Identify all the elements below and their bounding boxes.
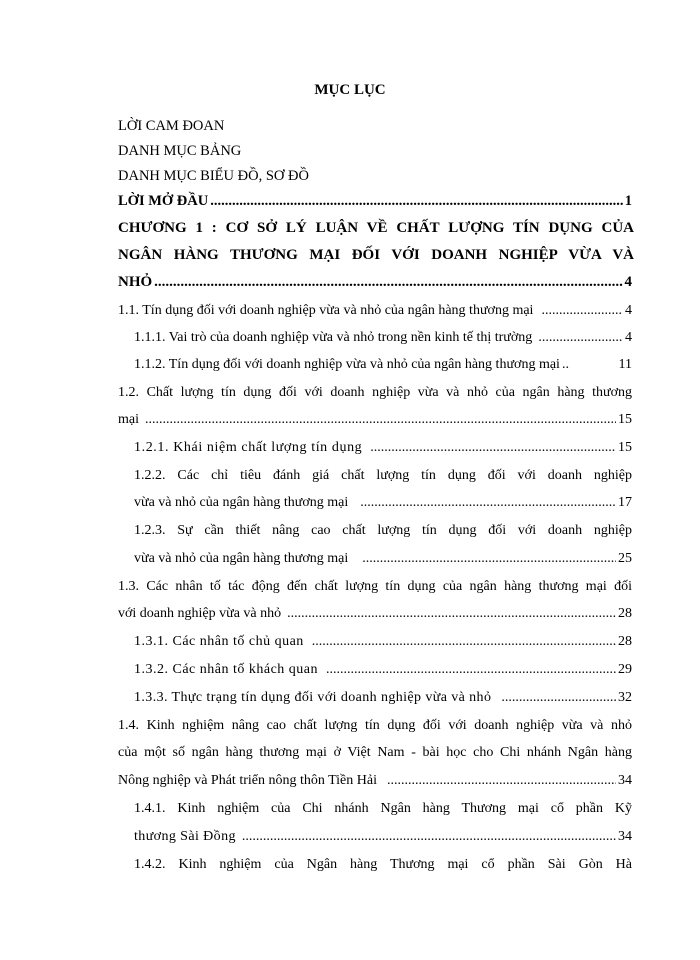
toc-entry-1-3-line2: với doanh nghiệp vừa và nhỏ ..... 28 <box>118 604 632 624</box>
page-number: 17 <box>618 495 632 510</box>
dot-leader <box>541 301 623 321</box>
page-title: MỤC LỤC <box>314 82 386 98</box>
page-number: 1 <box>624 193 632 209</box>
page-number: 4 <box>624 274 632 290</box>
page-number: 11 <box>618 357 632 372</box>
dot-leader <box>362 549 616 569</box>
dot-leader <box>312 632 616 652</box>
toc-entry-1-1-2: 1.1.2. Tín dụng đối với doanh nghiệp vừa và nhỏ của ngân hàng thương mại ..... 11 <box>134 355 632 375</box>
page-number: 32 <box>618 690 632 705</box>
toc-entry-1-2-line2: mại ..... 15 <box>118 410 632 430</box>
dot-leader <box>387 771 616 791</box>
toc-entry-1-2-1: 1.2.1. Khái niệm chất lượng tín dụng ..... 15 <box>134 438 632 458</box>
dot-leader <box>326 660 616 680</box>
dot-leader <box>287 604 616 624</box>
toc-entry-1-4-1-line2: thương Sài Đồng ..... 34 <box>134 827 632 847</box>
dot-leader <box>242 827 616 847</box>
toc-entry-1-2-3-line2: vừa và nhỏ của ngân hàng thương mại ..... 25 <box>134 549 632 569</box>
page-number: 34 <box>618 829 632 844</box>
toc-chapter-1-line3: NHỎ ..... 4 <box>118 272 632 292</box>
page-number: 15 <box>618 412 632 427</box>
toc-entry-1-1-1: 1.1.1. Vai trò của doanh nghiệp vừa và nhỏ trong nền kinh tế thị trường ..... 4 <box>134 328 632 348</box>
dot-leader <box>370 438 616 458</box>
dot-leader <box>145 410 616 430</box>
toc-entry-1-3-2: 1.3.2. Các nhân tố khách quan ..... 29 <box>134 660 632 680</box>
dot-leader <box>501 688 616 708</box>
toc-entry-1-1: 1.1. Tín dụng đối với doanh nghiệp vừa và nhỏ của ngân hàng thương mại ..... 4 <box>118 301 632 321</box>
dot-leader <box>360 493 616 513</box>
page-number: 15 <box>618 440 632 455</box>
dot-leader <box>154 272 622 292</box>
toc-entry-intro: LỜI MỞ ĐẦU ..... 1 <box>118 191 632 211</box>
toc-entry-1-2-2-line2: vừa và nhỏ của ngân hàng thương mại ..... 17 <box>134 493 632 513</box>
page-number: 34 <box>618 773 632 788</box>
dot-leader <box>210 191 623 211</box>
toc-entry-1-3-1: 1.3.1. Các nhân tố chủ quan ..... 28 <box>134 632 632 652</box>
page-number: 4 <box>625 303 632 318</box>
dot-leader-empty <box>562 355 570 375</box>
toc-entry-1-3-3: 1.3.3. Thực trạng tín dụng đối với doanh nghiệp vừa và nhỏ ..... 32 <box>134 688 632 708</box>
page-number: 29 <box>618 662 632 677</box>
page-number: 28 <box>618 606 632 621</box>
page-number: 4 <box>625 330 632 345</box>
page-number: 28 <box>618 634 632 649</box>
document-page: MỤC LỤC LỜI CAM ĐOAN DANH MỤC BẢNG DANH MỤC BIỂU ĐỒ, SƠ ĐỒ LỜI MỞ ĐẦU ..... 1 CHƯƠNG 1 : CƠ SỞ LÝ LUẬN VỀ CHẤT LƯỢNG TÍN DỤNG CỦA NGÂN HÀNG THƯƠNG MẠI ĐỐI VỚI DOANH NGHIỆP VỪA VÀ NHỎ ..... 4 1.1. Tín dụng đối với doanh nghiệp vừa và nhỏ của ngân hàng thương mại ..... 4 1.1.1. Vai trò của doanh nghiệp vừa và nhỏ trong nền kinh tế thị trường ..... 4 1.1.2. Tín dụng đối với doanh nghiệp vừa và nhỏ của ngân hàng thương mại ..... 11 1.2. Chất lượng tín dụng đối với doanh nghiệp vừa và nhỏ của ngân hàng thương mại ..... 15 1.2.1. Khái niệm chất lượng tín dụng ..... 15 1.2.2. Các chỉ tiêu đánh giá chất lượng tín dụng đối với doanh nghiệp vừa và nhỏ của ngân hàng thương mại ..... 17 1.2.3. Sự cần thiết nâng cao chất lượng tín dụng đối với doanh nghiệp vừa và nhỏ của ngân hàng thương mại ..... 25 1.3. Các nhân tố tác động đến chất lượng tín dụng của ngân hàng thương mại đối với doanh nghiệp vừa và nhỏ ..... 28 1.3.1. Các nhân tố chủ quan ..... 28 1.3.2. Các nhân tố khách quan ..... 29 1.3.3. Thực trạng tín dụng đối với doanh nghiệp vừa và nhỏ ..... 32 1.4. Kinh nghiệm nâng cao chất lượng tín dụng đối với doanh nghiệp vừa và nhỏ của một số ngân hàng thương mại ở Việt Nam - bài học cho Chi nhánh Ngân hàng Nông nghiệp và Phát triển nông thôn Tiền Hải ..... 34 1.4.1. Kinh nghiệm của Chi nhánh Ngân hàng Thương mại cổ phần Kỹ thương Sài Đồng ..... 34 1.4.2. Kinh nghiệm của Ngân hàng Thương mại cổ phần Sài Gòn Hà <box>0 0 700 960</box>
dot-leader <box>538 328 623 348</box>
toc-entry-1-4-line3: Nông nghiệp và Phát triển nông thôn Tiền Hải ..... 34 <box>118 771 632 791</box>
page-number: 25 <box>618 551 632 566</box>
